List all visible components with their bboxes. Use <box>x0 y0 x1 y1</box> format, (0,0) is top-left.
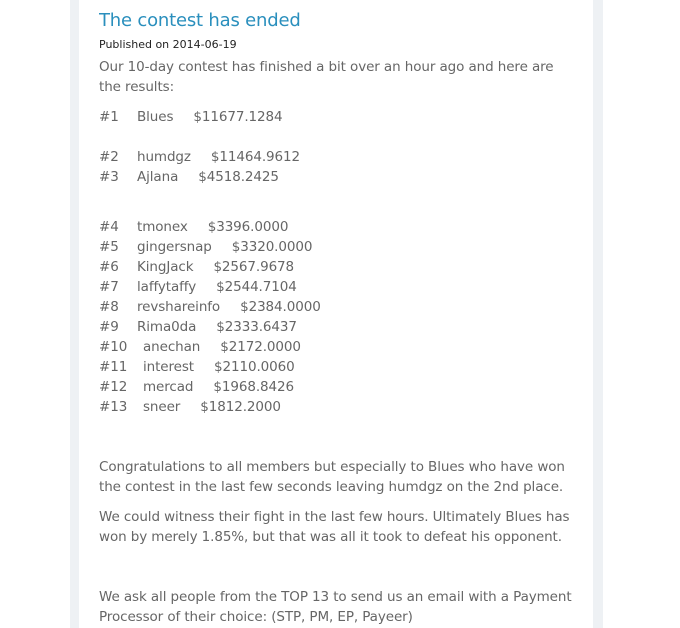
post-request-paragraph: We ask all people from the TOP 13 to send us an email with a Payment Processor of their choice: (STP, PM, EP, Payeer) <box>99 589 572 625</box>
result-row <box>99 237 312 257</box>
result-amount: $3396.0000 <box>207 219 289 235</box>
result-rank: #6 <box>99 259 119 275</box>
result-username: sneer <box>143 399 181 415</box>
result-rank: #10 <box>99 339 128 355</box>
post-intro-paragraph: Our 10-day contest has finished a bit over an hour ago and here are the results: <box>99 59 554 95</box>
result-rank: #13 <box>99 399 128 415</box>
result-rank: #1 <box>99 109 119 125</box>
result-amount: $4518.2425 <box>198 169 279 185</box>
result-username: laffytaffy <box>137 279 197 295</box>
result-row <box>99 217 288 237</box>
post-published-date: Published on 2014-06-19 <box>99 38 237 51</box>
result-amount: $2333.6437 <box>216 319 297 335</box>
result-amount: $2384.0000 <box>240 299 321 315</box>
result-username: KingJack <box>137 259 194 275</box>
result-row <box>99 357 295 377</box>
result-row <box>99 257 294 277</box>
result-rank: #12 <box>99 379 128 395</box>
result-row <box>99 337 301 357</box>
result-rank: #11 <box>99 359 128 375</box>
result-username: Rima0da <box>137 319 197 335</box>
post-fight-paragraph: We could witness their fight in the last few hours. Ultimately Blues has won by merely 1.85%, but that was all it took to defeat his opponent. <box>99 509 570 545</box>
result-username: Ajlana <box>137 169 179 185</box>
result-row <box>99 317 297 337</box>
result-row <box>99 277 297 297</box>
result-username: interest <box>143 359 194 375</box>
result-username: revshareinfo <box>137 299 221 315</box>
result-rank: #2 <box>99 149 119 165</box>
result-row <box>99 147 300 167</box>
result-username: mercad <box>143 379 194 395</box>
result-rank: #5 <box>99 239 119 255</box>
result-amount: $11464.9612 <box>210 149 300 165</box>
result-row <box>99 167 279 187</box>
result-row <box>99 297 321 317</box>
result-rank: #3 <box>99 169 119 185</box>
result-amount: $11677.1284 <box>193 109 283 125</box>
result-username: humdgz <box>137 149 191 165</box>
result-amount: $2172.0000 <box>220 339 301 355</box>
result-row <box>99 397 281 417</box>
result-amount: $1812.2000 <box>200 399 281 415</box>
page-border-left <box>70 0 79 628</box>
result-row <box>99 107 283 127</box>
result-rank: #4 <box>99 219 119 235</box>
result-rank: #7 <box>99 279 119 295</box>
result-username: tmonex <box>137 219 188 235</box>
result-rank: #8 <box>99 299 119 315</box>
result-username: Blues <box>137 109 174 125</box>
result-amount: $3320.0000 <box>231 239 313 255</box>
result-amount: $2567.9678 <box>213 259 295 275</box>
post-title[interactable]: The contest has ended <box>99 10 301 31</box>
result-amount: $2110.0060 <box>214 359 295 375</box>
result-row <box>99 377 294 397</box>
result-rank: #9 <box>99 319 119 335</box>
result-amount: $2544.7104 <box>216 279 297 295</box>
post-congrats-paragraph: Congratulations to all members but especially to Blues who have won the contest in the last few seconds leaving humdgz on the 2nd place. <box>99 459 565 495</box>
post-article <box>99 0 579 628</box>
result-amount: $1968.8426 <box>213 379 294 395</box>
result-username: anechan <box>143 339 201 355</box>
result-username: gingersnap <box>137 239 212 255</box>
page-border-right <box>593 0 603 628</box>
